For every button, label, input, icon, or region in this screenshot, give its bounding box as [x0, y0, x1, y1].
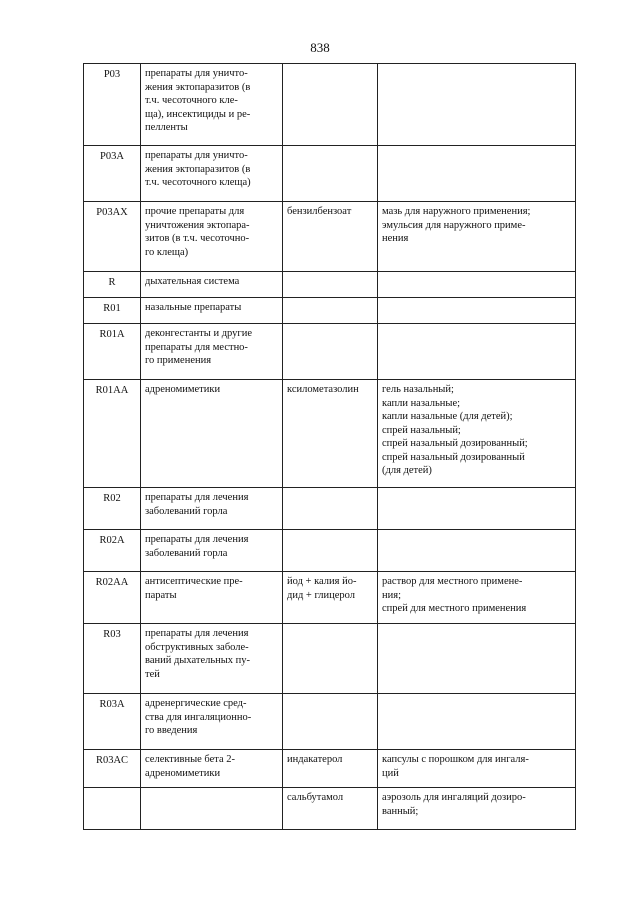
atc-code-cell — [84, 788, 141, 830]
atc-code-cell: R02AA — [84, 572, 141, 624]
dosage-form-line: спрей назальный дозированный — [382, 451, 525, 463]
group-line: препараты для уничто- — [145, 68, 248, 79]
table-row — [84, 64, 576, 146]
group-line: заболеваний горла — [145, 547, 228, 559]
dosage-form-line: нения — [382, 233, 409, 244]
atc-code-cell: R01 — [84, 298, 141, 324]
table-row — [84, 202, 576, 272]
substance-cell — [283, 380, 378, 488]
group-line: препараты для местно- — [145, 341, 248, 353]
group-line: препараты для лечения — [145, 534, 249, 545]
group-cell — [141, 146, 283, 202]
group-line: пелленты — [145, 122, 188, 133]
group-line: тей — [145, 668, 160, 680]
atc-code-cell: R03A — [84, 694, 141, 750]
group-cell — [141, 488, 283, 530]
group-line: препараты для лечения — [145, 628, 249, 639]
substance-cell — [283, 624, 378, 694]
group-cell — [141, 324, 283, 380]
table-row — [84, 380, 576, 488]
group-cell — [141, 624, 283, 694]
group-line: препараты для уничто- — [145, 150, 248, 161]
dosage-form-cell — [378, 488, 576, 530]
dosage-form-line: (для детей) — [382, 465, 432, 476]
substance-line: бензилбензоат — [287, 206, 352, 217]
table-row — [84, 298, 576, 324]
substance-cell — [283, 272, 378, 298]
table-row — [84, 694, 576, 750]
group-line: прочие препараты для — [145, 206, 245, 217]
dosage-form-cell — [378, 298, 576, 324]
group-cell — [141, 572, 283, 624]
table-row — [84, 624, 576, 694]
dosage-form-cell — [378, 788, 576, 830]
group-cell — [141, 788, 283, 830]
dosage-form-line: раствор для местного примене- — [382, 576, 523, 587]
substance-cell — [283, 64, 378, 146]
table-row — [84, 488, 576, 530]
group-cell — [141, 64, 283, 146]
table-row — [84, 530, 576, 572]
group-cell — [141, 530, 283, 572]
substance-line: индакатерол — [287, 754, 343, 765]
table-row — [84, 324, 576, 380]
table-row — [84, 788, 576, 830]
group-line: параты — [145, 589, 177, 601]
atc-code-cell: P03AX — [84, 202, 141, 272]
dosage-form-cell — [378, 380, 576, 488]
dosage-form-line: капсулы с порошком для ингаля- — [382, 754, 529, 765]
dosage-form-cell — [378, 64, 576, 146]
substance-cell — [283, 202, 378, 272]
group-cell — [141, 750, 283, 788]
substance-line: ксилометазолин — [287, 384, 359, 395]
table-row — [84, 750, 576, 788]
table-row — [84, 146, 576, 202]
group-line: го клеща) — [145, 246, 189, 258]
group-line: уничтожения эктопара- — [145, 219, 250, 231]
substance-line: йод + калия йо- — [287, 576, 357, 587]
group-line: заболеваний горла — [145, 505, 228, 517]
table-row — [84, 272, 576, 298]
group-line: жения эктопаразитов (в — [145, 163, 251, 175]
substance-cell — [283, 694, 378, 750]
atc-code-cell: R02 — [84, 488, 141, 530]
dosage-form-cell — [378, 272, 576, 298]
atc-code-cell: R — [84, 272, 141, 298]
dosage-form-line: ния; — [382, 589, 401, 601]
group-line: го применения — [145, 355, 212, 366]
dosage-form-cell — [378, 324, 576, 380]
substance-cell — [283, 298, 378, 324]
group-line: зитов (в т.ч. чесоточно- — [145, 233, 250, 244]
group-line: ства для ингаляционно- — [145, 711, 252, 723]
substance-cell — [283, 572, 378, 624]
group-line: антисептические пре- — [145, 576, 243, 587]
dosage-form-cell — [378, 202, 576, 272]
group-cell — [141, 202, 283, 272]
substance-line: дид + глицерол — [287, 589, 355, 601]
atc-code-cell: P03A — [84, 146, 141, 202]
group-line: адреномиметики — [145, 767, 221, 779]
group-line: жения эктопаразитов (в — [145, 81, 251, 93]
dosage-form-line: ванный; — [382, 805, 419, 817]
atc-code-cell: R03 — [84, 624, 141, 694]
dosage-form-cell — [378, 694, 576, 750]
atc-code-cell: R02A — [84, 530, 141, 572]
atc-code-cell: P03 — [84, 64, 141, 146]
dosage-form-line: мазь для наружного применения; — [382, 206, 531, 217]
group-line: обструктивных заболе- — [145, 641, 249, 653]
dosage-form-line: гель назальный; — [382, 384, 454, 395]
group-line: дыхательная система — [145, 276, 240, 287]
dosage-form-cell — [378, 530, 576, 572]
dosage-form-line: спрей назальный дозированный; — [382, 438, 528, 449]
group-line: назальные препараты — [145, 302, 242, 313]
group-line: препараты для лечения — [145, 492, 249, 503]
group-cell — [141, 272, 283, 298]
substance-line: сальбутамол — [287, 792, 344, 803]
dosage-form-line: спрей для местного применения — [382, 603, 527, 614]
group-line: деконгестанты и другие — [145, 328, 252, 339]
dosage-form-cell — [378, 750, 576, 788]
substance-cell — [283, 788, 378, 830]
table-body — [84, 64, 576, 830]
atc-code-cell: R03AC — [84, 750, 141, 788]
dosage-form-line: спрей назальный; — [382, 424, 461, 436]
dosage-form-line: капли назальные; — [382, 397, 461, 409]
group-line: адреномиметики — [145, 384, 221, 395]
atc-code-cell: R01AA — [84, 380, 141, 488]
page-number: 838 — [310, 40, 330, 55]
substance-cell — [283, 488, 378, 530]
substance-cell — [283, 146, 378, 202]
dosage-form-line: капли назальные (для детей); — [382, 411, 513, 422]
atc-code-cell: R01A — [84, 324, 141, 380]
table-row — [84, 572, 576, 624]
group-line: ща), инсектициды и ре- — [145, 108, 251, 120]
group-line: го введения — [145, 725, 198, 736]
group-cell — [141, 694, 283, 750]
group-line: т.ч. чесоточного кле- — [145, 95, 238, 106]
dosage-form-line: эмульсия для наружного приме- — [382, 219, 526, 231]
group-cell — [141, 298, 283, 324]
group-line: ваний дыхательных пу- — [145, 655, 251, 666]
dosage-form-line: аэрозоль для ингаляций дозиро- — [382, 792, 526, 803]
group-line: селективные бета 2- — [145, 754, 236, 765]
substance-cell — [283, 530, 378, 572]
drug-table — [83, 63, 576, 830]
dosage-form-cell — [378, 146, 576, 202]
group-cell — [141, 380, 283, 488]
substance-cell — [283, 750, 378, 788]
dosage-form-line: ций — [382, 767, 399, 779]
substance-cell — [283, 324, 378, 380]
dosage-form-cell — [378, 624, 576, 694]
group-line: т.ч. чесоточного клеща) — [145, 177, 251, 188]
group-line: адренергические сред- — [145, 698, 247, 709]
dosage-form-cell — [378, 572, 576, 624]
